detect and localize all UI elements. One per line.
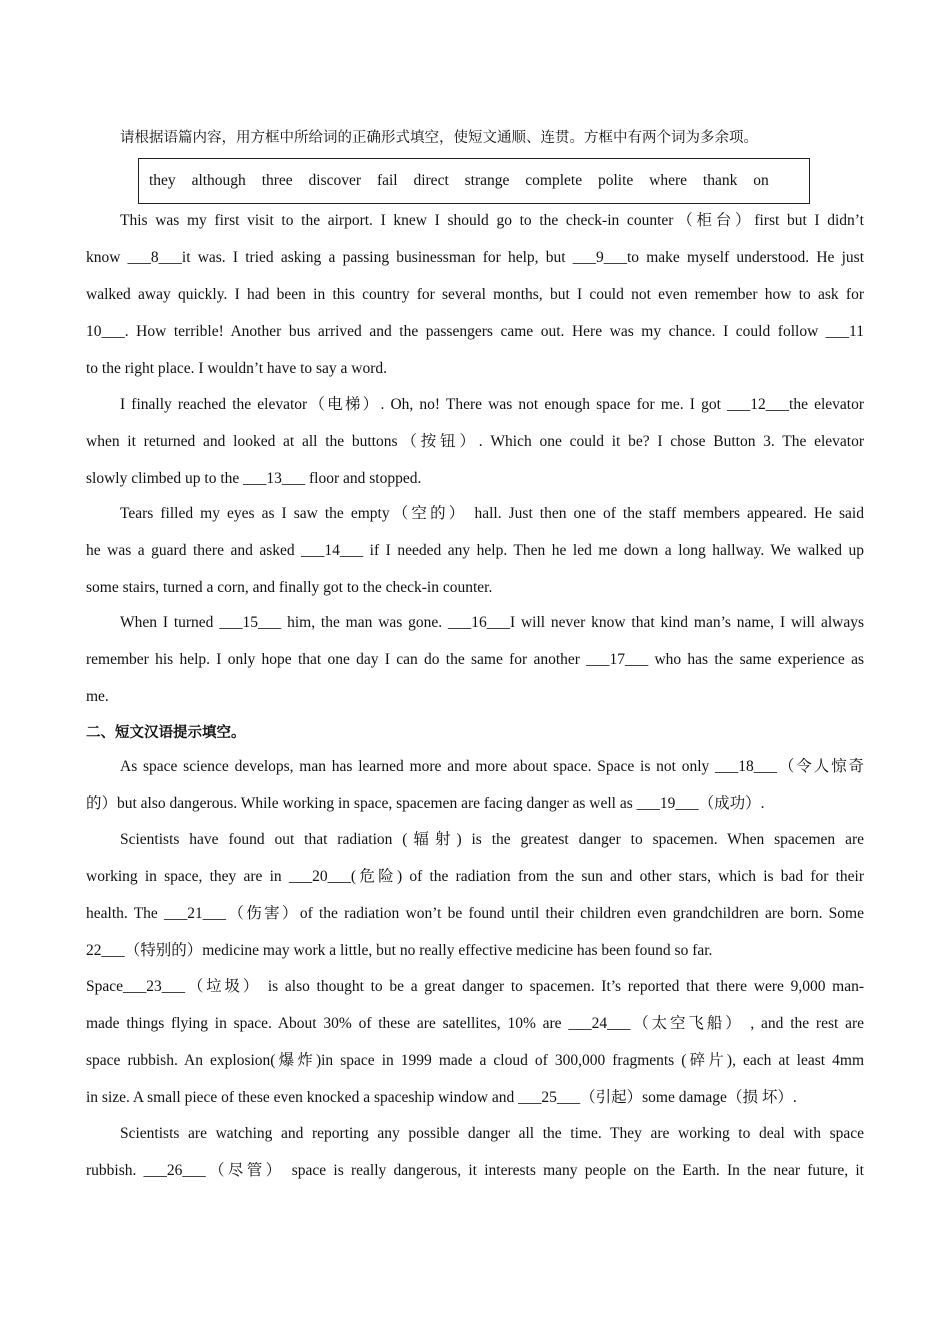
passage1-line: know ___8___it was. I tried asking a passing businessman for help, but ___9___to make myself understood. He just	[86, 249, 864, 266]
word: three	[261, 172, 293, 189]
passage1-line: slowly climbed up to the ___13___ floor and stopped.	[86, 470, 422, 487]
word: on	[753, 172, 769, 189]
word: direct	[413, 172, 449, 189]
word: discover	[308, 172, 362, 189]
passage2-line: Scientists are watching and reporting any possible danger all the time. They are working to deal with space	[120, 1125, 864, 1142]
passage2-line: health. The ___21___（伤害）of the radiation won’t be found until their children even grandchildren are born. Some	[86, 905, 864, 922]
passage2-line: space rubbish. An explosion(爆炸)in space in 1999 made a cloud of 300,000 fragments (碎片), each at least 4mm	[86, 1052, 864, 1069]
passage2-line: Space___23___（垃圾） is also thought to be a great danger to spacemen. It’s reported that there were 9,000 man-	[86, 978, 864, 995]
passage2-line: 的）but also dangerous. While working in space, spacemen are facing danger as well as ___19___（成功）.	[86, 795, 765, 812]
passage1-line: When I turned ___15___ him, the man was gone. ___16___I will never know that kind man’s name, I will always	[120, 614, 864, 631]
passage2-line: made things flying in space. About 30% of these are satellites, 10% are ___24___（太空飞船） , and the rest are	[86, 1015, 864, 1032]
passage1-line: me.	[86, 688, 109, 705]
passage1-line: remember his help. I only hope that one day I can do the same for another ___17___ who has the same experience as	[86, 651, 864, 668]
word: fail	[376, 172, 398, 189]
word-list	[149, 171, 781, 191]
word: thank	[702, 172, 738, 189]
word: although	[191, 172, 246, 189]
passage1-line: when it returned and looked at all the buttons（按钮）. Which one could it be? I chose Button 3. The elevator	[86, 433, 864, 450]
passage2-line: 22___（特别的）medicine may work a little, but no really effective medicine has been found so far.	[86, 942, 713, 959]
word: where	[649, 172, 688, 189]
word-box	[138, 158, 810, 204]
passage1-line: I finally reached the elevator（电梯）. Oh, no! There was not enough space for me. I got ___12___the elevator	[120, 396, 864, 413]
passage2-line: rubbish. ___26___（尽管） space is really dangerous, it interests many people on the Earth. In the near future, it	[86, 1162, 864, 1179]
passage1-line: to the right place. I wouldn’t have to say a word.	[86, 360, 388, 377]
passage1-line: he was a guard there and asked ___14___ if I needed any help. Then he led me down a long hallway. We walked up	[86, 542, 864, 559]
word: they	[149, 172, 176, 189]
word: strange	[464, 172, 510, 189]
passage1-line: Tears filled my eyes as I saw the empty（空的） hall. Just then one of the staff members appeared. He said	[120, 505, 864, 522]
word: complete	[525, 172, 583, 189]
passage2-line: Scientists have found out that radiation (辐射) is the greatest danger to spacemen. When spacemen are	[120, 831, 864, 848]
passage1-line: 10___. How terrible! Another bus arrived and the passengers came out. Here was my chance. I could follow ___11	[86, 323, 864, 340]
passage1-line: walked away quickly. I had been in this country for several months, but I could not even remember how to ask for	[86, 286, 864, 303]
passage2-line: working in space, they are in ___20___(危险) of the radiation from the sun and other stars, which is bad for their	[86, 868, 864, 885]
passage2-line: in size. A small piece of these even knocked a spaceship window and ___25___（引起）some damage（损 坏）.	[86, 1089, 797, 1106]
word: polite	[597, 172, 634, 189]
passage1-line: This was my first visit to the airport. I knew I should go to the check-in counter（柜台）first but I didn’t	[120, 212, 864, 229]
passage1-line: some stairs, turned a corn, and finally got to the check-in counter.	[86, 579, 493, 596]
passage2-line: As space science develops, man has learned more and more about space. Space is not only ___18___（令人惊奇	[120, 758, 864, 775]
section-heading: 二、短文汉语提示填空。	[86, 725, 246, 741]
instruction: 请根据语篇内容，用方框中所给词的正确形式填空，使短文通顺、连贯。方框中有两个词为多余项。	[120, 130, 758, 146]
